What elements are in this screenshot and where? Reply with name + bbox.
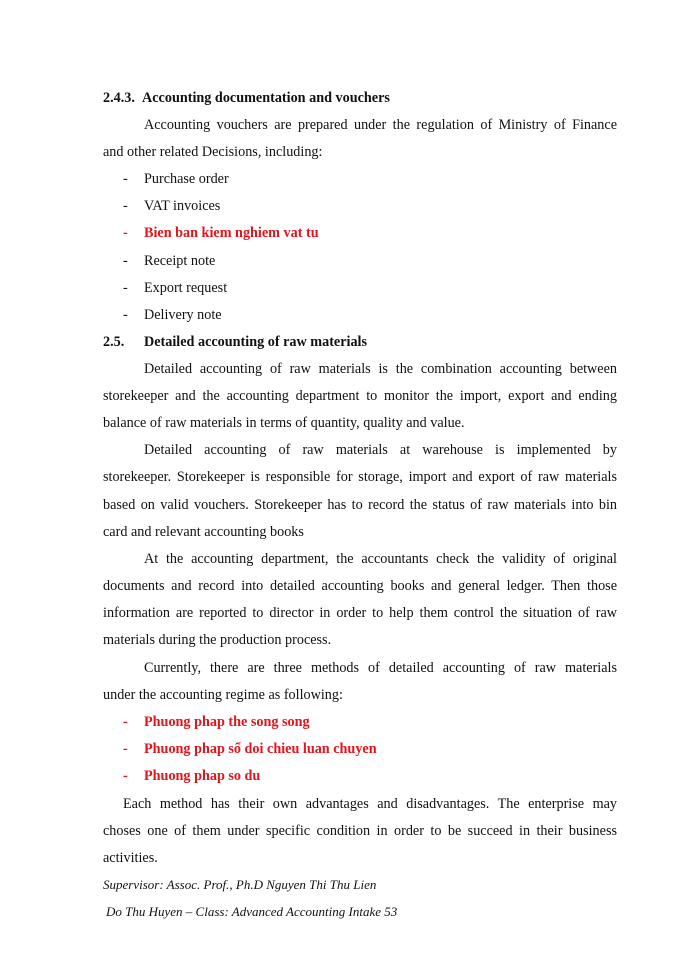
paragraph-line: and other related Decisions, including:: [103, 144, 323, 160]
paragraph-line: documents and record into detailed accounting books and general ledger. Then those: [103, 578, 617, 594]
list-item-highlighted: Bien ban kiem nghiem vat tu: [144, 225, 319, 241]
paragraph-line: Each method has their own advantages and disadvantages. The enterprise may: [123, 796, 617, 812]
list-bullet: -: [123, 171, 128, 187]
method-item: Phuong phap sổ doi chieu luan chuyen: [144, 741, 377, 757]
paragraph-line: Accounting vouchers are prepared under the regulation of Ministry of Finance: [144, 117, 617, 133]
paragraph-line: based on valid vouchers. Storekeeper has to record the status of raw materials into bin: [103, 497, 617, 513]
paragraph-line: activities.: [103, 850, 158, 866]
list-item: Receipt note: [144, 253, 216, 269]
method-item: Phuong phap so du: [144, 768, 261, 784]
list-item: Export request: [144, 280, 228, 296]
list-bullet: -: [123, 741, 128, 757]
section-number: 2.5.: [103, 334, 125, 350]
list-item: Delivery note: [144, 307, 222, 323]
section-heading-2-5: [103, 333, 617, 351]
paragraph-line: choses one of them under specific condition in order to be succeed in their business: [103, 823, 617, 839]
footer-student: Do Thu Huyen – Class: Advanced Accounting Intake 53: [106, 904, 398, 919]
list-item: VAT invoices: [144, 198, 221, 214]
list-bullet: -: [123, 225, 128, 241]
footer-supervisor: Supervisor: Assoc. Prof., Ph.D Nguyen Thi Thu Lien: [103, 877, 377, 892]
paragraph-line: Detailed accounting of raw materials at warehouse is implemented by: [144, 442, 617, 458]
list-bullet: -: [123, 198, 128, 214]
paragraph-line: storekeeper and the accounting department to monitor the import, export and ending: [103, 388, 617, 404]
section-title: Detailed accounting of raw materials: [144, 334, 368, 350]
section-number: 2.4.3.: [103, 90, 135, 106]
paragraph-line: under the accounting regime as following:: [103, 687, 343, 703]
paragraph-line: At the accounting department, the accountants check the validity of original: [144, 551, 617, 567]
list-bullet: -: [123, 280, 128, 296]
paragraph-line: balance of raw materials in terms of quantity, quality and value.: [103, 415, 465, 431]
list-item: Purchase order: [144, 171, 229, 187]
section-heading-2-4-3: [103, 89, 617, 107]
section-title: Accounting documentation and vouchers: [142, 90, 390, 106]
paragraph-line: Detailed accounting of raw materials is the combination accounting between: [144, 361, 617, 377]
paragraph-line: Currently, there are three methods of detailed accounting of raw materials: [144, 660, 617, 676]
method-item: Phuong phap the song song: [144, 714, 310, 730]
paragraph-line: storekeeper. Storekeeper is responsible for storage, import and export of raw materials: [103, 469, 617, 485]
paragraph-line: information are reported to director in order to help them control the situation of raw: [103, 605, 617, 621]
paragraph-line: card and relevant accounting books: [103, 524, 304, 540]
list-bullet: -: [123, 714, 128, 730]
paragraph-line: materials during the production process.: [103, 632, 332, 648]
list-bullet: -: [123, 768, 128, 784]
list-bullet: -: [123, 307, 128, 323]
list-bullet: -: [123, 253, 128, 269]
